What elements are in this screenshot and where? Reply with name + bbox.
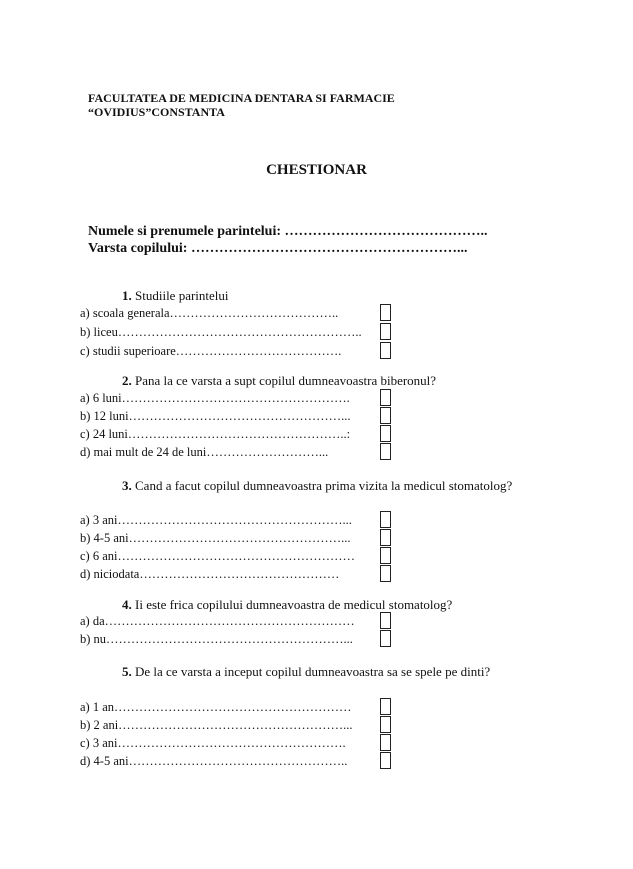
- question-4: [122, 597, 574, 613]
- checkbox[interactable]: [380, 342, 391, 359]
- parent-name-field[interactable]: Numele si prenumele parintelui: ……………………………………..: [88, 224, 488, 239]
- question-2: [122, 373, 574, 389]
- option-text: d) 4-5 ani……………………………………………..: [80, 754, 348, 768]
- question-text: Ii este frica copilului dumneavoastra de medicul stomatolog?: [135, 597, 453, 612]
- checkbox[interactable]: [380, 752, 391, 769]
- option-text: c) 6 ani…………………………………………………: [80, 549, 355, 563]
- question-text: Cand a facut copilul dumneavoastra prima vizita la medicul stomatolog?: [135, 478, 513, 493]
- question-text: Pana la ce varsta a supt copilul dumneavoastra biberonul?: [135, 373, 437, 388]
- option-text: d) mai mult de 24 de luni………………………...: [80, 445, 329, 459]
- question-text: De la ce varsta a inceput copilul dumneavoastra sa se spele pe dinti?: [135, 664, 491, 679]
- option-text: c) studii superioare………………………………….: [80, 344, 342, 358]
- checkbox[interactable]: [380, 407, 391, 424]
- checkbox[interactable]: [380, 698, 391, 715]
- question-number: 3.: [122, 478, 132, 493]
- question-number: 2.: [122, 373, 132, 388]
- checkbox[interactable]: [380, 612, 391, 629]
- question-number: 5.: [122, 664, 132, 679]
- question-1: [122, 288, 574, 304]
- checkbox[interactable]: [380, 529, 391, 546]
- option-text: a) 3 ani………………………………………………...: [80, 513, 352, 527]
- option-text: a) 6 luni……………………………………………….: [80, 391, 350, 405]
- option-text: d) niciodata…………………………………………: [80, 567, 340, 581]
- child-age-field[interactable]: Varsta copilului: …………………………………………………...: [88, 241, 468, 256]
- option-text: b) 12 luni……………………………………………...: [80, 409, 351, 423]
- checkbox[interactable]: [380, 511, 391, 528]
- question-number: 1.: [122, 288, 132, 303]
- question-number: 4.: [122, 597, 132, 612]
- question-3: [80, 478, 532, 494]
- checkbox[interactable]: [380, 734, 391, 751]
- option-text: a) scoala generala…………………………………..: [80, 306, 339, 320]
- option-text: b) 4-5 ani……………………………………………...: [80, 531, 351, 545]
- checkbox[interactable]: [380, 716, 391, 733]
- checkbox[interactable]: [380, 547, 391, 564]
- question-5: [80, 664, 532, 680]
- checkbox[interactable]: [380, 425, 391, 442]
- option-text: a) 1 an…………………………………………………: [80, 700, 352, 714]
- checkbox[interactable]: [380, 304, 391, 321]
- checkbox[interactable]: [380, 630, 391, 647]
- checkbox[interactable]: [380, 389, 391, 406]
- option-text: c) 24 luni……………………………………………..:: [80, 427, 351, 441]
- checkbox[interactable]: [380, 443, 391, 460]
- institution-line1: FACULTATEA DE MEDICINA DENTARA SI FARMACIE: [88, 91, 395, 105]
- option-text: b) liceu…………………………………………………..: [80, 325, 362, 339]
- option-text: a) da……………………………………………………: [80, 614, 355, 628]
- option-text: b) nu…………………………………………………...: [80, 632, 353, 646]
- option-text: c) 3 ani……………………………………………….: [80, 736, 346, 750]
- institution-line2: “OVIDIUS”CONSTANTA: [88, 105, 225, 119]
- checkbox[interactable]: [380, 565, 391, 582]
- institution-header: [88, 91, 395, 119]
- question-text: Studiile parintelui: [135, 288, 229, 303]
- option-text: b) 2 ani………………………………………………...: [80, 718, 353, 732]
- page-title: CHESTIONAR: [266, 162, 367, 178]
- checkbox[interactable]: [380, 323, 391, 340]
